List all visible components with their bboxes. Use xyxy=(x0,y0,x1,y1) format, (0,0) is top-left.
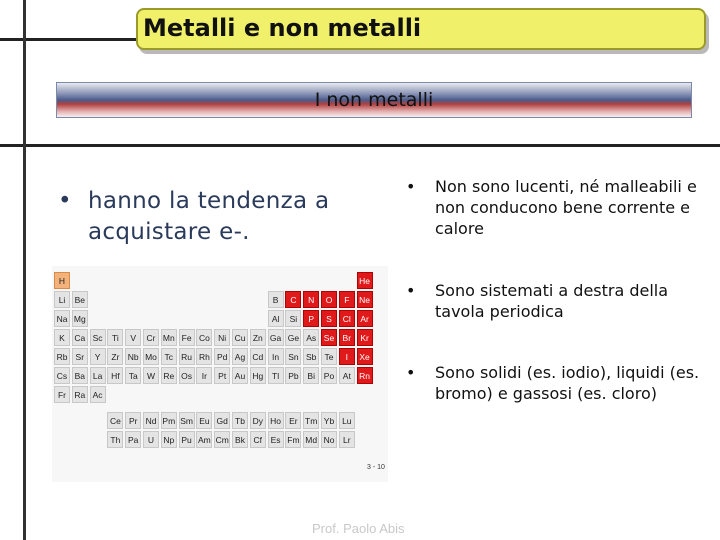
element-cell-in: In xyxy=(268,348,284,365)
element-cell-f: F xyxy=(339,291,355,308)
element-cell-lu: Lu xyxy=(339,412,355,429)
right-bullet-text: Non sono lucenti, né malleabili e non conducono bene corrente e calore xyxy=(435,177,697,238)
element-cell-p: P xyxy=(303,310,319,327)
element-cell-s: S xyxy=(321,310,337,327)
element-cell-cr: Cr xyxy=(143,329,159,346)
element-cell-se: Se xyxy=(321,329,337,346)
element-cell-bi: Bi xyxy=(303,367,319,384)
element-cell-rh: Rh xyxy=(196,348,212,365)
element-cell-fe: Fe xyxy=(179,329,195,346)
element-cell-si: Si xyxy=(285,310,301,327)
slide-title: Metalli e non metalli xyxy=(143,14,422,42)
element-cell-po: Po xyxy=(321,367,337,384)
element-cell-md: Md xyxy=(303,431,319,448)
header-divider-line xyxy=(0,144,720,147)
element-cell-te: Te xyxy=(321,348,337,365)
element-cell-tl: Tl xyxy=(268,367,284,384)
element-cell-cs: Cs xyxy=(54,367,70,384)
element-cell-am: Am xyxy=(196,431,212,448)
element-cell-kr: Kr xyxy=(357,329,373,346)
element-cell-pu: Pu xyxy=(179,431,195,448)
element-cell-ta: Ta xyxy=(125,367,141,384)
element-cell-w: W xyxy=(143,367,159,384)
element-cell-v: V xyxy=(125,329,141,346)
element-cell-pd: Pd xyxy=(214,348,230,365)
element-cell-yb: Yb xyxy=(321,412,337,429)
element-cell-pa: Pa xyxy=(125,431,141,448)
element-cell-i: I xyxy=(339,348,355,365)
periodic-table-image xyxy=(52,266,388,482)
element-cell-es: Es xyxy=(268,431,284,448)
element-cell-ar: Ar xyxy=(357,310,373,327)
element-cell-hg: Hg xyxy=(250,367,266,384)
element-cell-c: C xyxy=(285,291,301,308)
element-cell-re: Re xyxy=(161,367,177,384)
element-cell-cf: Cf xyxy=(250,431,266,448)
left-bullet-text: hanno la tendenza a acquistare e-. xyxy=(88,188,330,245)
element-cell-nd: Nd xyxy=(143,412,159,429)
element-cell-sr: Sr xyxy=(72,348,88,365)
element-cell-cu: Cu xyxy=(232,329,248,346)
element-cell-ir: Ir xyxy=(196,367,212,384)
element-cell-li: Li xyxy=(54,291,70,308)
element-cell-ga: Ga xyxy=(268,329,284,346)
element-cell-al: Al xyxy=(268,310,284,327)
element-cell-eu: Eu xyxy=(196,412,212,429)
element-cell-tc: Tc xyxy=(161,348,177,365)
element-cell-gd: Gd xyxy=(214,412,230,429)
element-cell-sm: Sm xyxy=(179,412,195,429)
element-cell-he: He xyxy=(357,272,373,289)
element-cell-au: Au xyxy=(232,367,248,384)
element-cell-bk: Bk xyxy=(232,431,248,448)
element-cell-be: Be xyxy=(72,291,88,308)
element-cell-ti: Ti xyxy=(107,329,123,346)
element-cell-ca: Ca xyxy=(72,329,88,346)
element-cell-at: At xyxy=(339,367,355,384)
element-cell-pm: Pm xyxy=(161,412,177,429)
footer-author: Prof. Paolo Abis xyxy=(312,521,405,536)
element-cell-ag: Ag xyxy=(232,348,248,365)
bullet-marker: • xyxy=(406,177,416,196)
element-cell-ge: Ge xyxy=(285,329,301,346)
element-cell-ru: Ru xyxy=(179,348,195,365)
element-cell-th: Th xyxy=(107,431,123,448)
element-cell-pt: Pt xyxy=(214,367,230,384)
element-cell-pb: Pb xyxy=(285,367,301,384)
element-cell-xe: Xe xyxy=(357,348,373,365)
element-cell-fr: Fr xyxy=(54,386,70,403)
element-cell-np: Np xyxy=(161,431,177,448)
element-cell-rn: Rn xyxy=(357,367,373,384)
bullet-marker: • xyxy=(406,363,416,382)
element-cell-er: Er xyxy=(285,412,301,429)
element-cell-la: La xyxy=(90,367,106,384)
element-cell-b: B xyxy=(268,291,284,308)
element-cell-ac: Ac xyxy=(90,386,106,403)
element-cell-dy: Dy xyxy=(250,412,266,429)
left-vertical-line xyxy=(23,0,26,540)
element-cell-u: U xyxy=(143,431,159,448)
bullet-marker: • xyxy=(406,281,416,300)
element-cell-rb: Rb xyxy=(54,348,70,365)
element-cell-sn: Sn xyxy=(285,348,301,365)
element-cell-tm: Tm xyxy=(303,412,319,429)
page-reference: 3 - 10 xyxy=(367,464,385,471)
element-cell-y: Y xyxy=(90,348,106,365)
element-cell-cd: Cd xyxy=(250,348,266,365)
element-cell-mo: Mo xyxy=(143,348,159,365)
element-cell-h: H xyxy=(54,272,70,289)
element-cell-tb: Tb xyxy=(232,412,248,429)
element-cell-sc: Sc xyxy=(90,329,106,346)
element-cell-ho: Ho xyxy=(268,412,284,429)
element-cell-o: O xyxy=(321,291,337,308)
element-cell-ba: Ba xyxy=(72,367,88,384)
element-cell-na: Na xyxy=(54,310,70,327)
element-cell-as: As xyxy=(303,329,319,346)
element-cell-ra: Ra xyxy=(72,386,88,403)
element-cell-mn: Mn xyxy=(161,329,177,346)
element-cell-cl: Cl xyxy=(339,310,355,327)
element-cell-hf: Hf xyxy=(107,367,123,384)
slide-subtitle: I non metalli xyxy=(314,89,434,111)
element-cell-cm: Cm xyxy=(214,431,230,448)
element-cell-fm: Fm xyxy=(285,431,301,448)
element-cell-ce: Ce xyxy=(107,412,123,429)
element-cell-mg: Mg xyxy=(72,310,88,327)
element-cell-co: Co xyxy=(196,329,212,346)
element-cell-ni: Ni xyxy=(214,329,230,346)
top-divider-line xyxy=(0,38,136,41)
element-cell-lr: Lr xyxy=(339,431,355,448)
element-cell-br: Br xyxy=(339,329,355,346)
element-cell-n: N xyxy=(303,291,319,308)
element-cell-ne: Ne xyxy=(357,291,373,308)
right-bullet-text: Sono solidi (es. iodio), liquidi (es. bromo) e gassosi (es. cloro) xyxy=(435,363,700,403)
element-cell-sb: Sb xyxy=(303,348,319,365)
element-cell-k: K xyxy=(54,329,70,346)
element-cell-zn: Zn xyxy=(250,329,266,346)
bullet-marker: • xyxy=(58,188,72,214)
element-cell-nb: Nb xyxy=(125,348,141,365)
right-bullet-text: Sono sistemati a destra della tavola periodica xyxy=(435,281,669,321)
element-cell-zr: Zr xyxy=(107,348,123,365)
element-cell-pr: Pr xyxy=(125,412,141,429)
element-cell-os: Os xyxy=(179,367,195,384)
element-cell-no: No xyxy=(321,431,337,448)
